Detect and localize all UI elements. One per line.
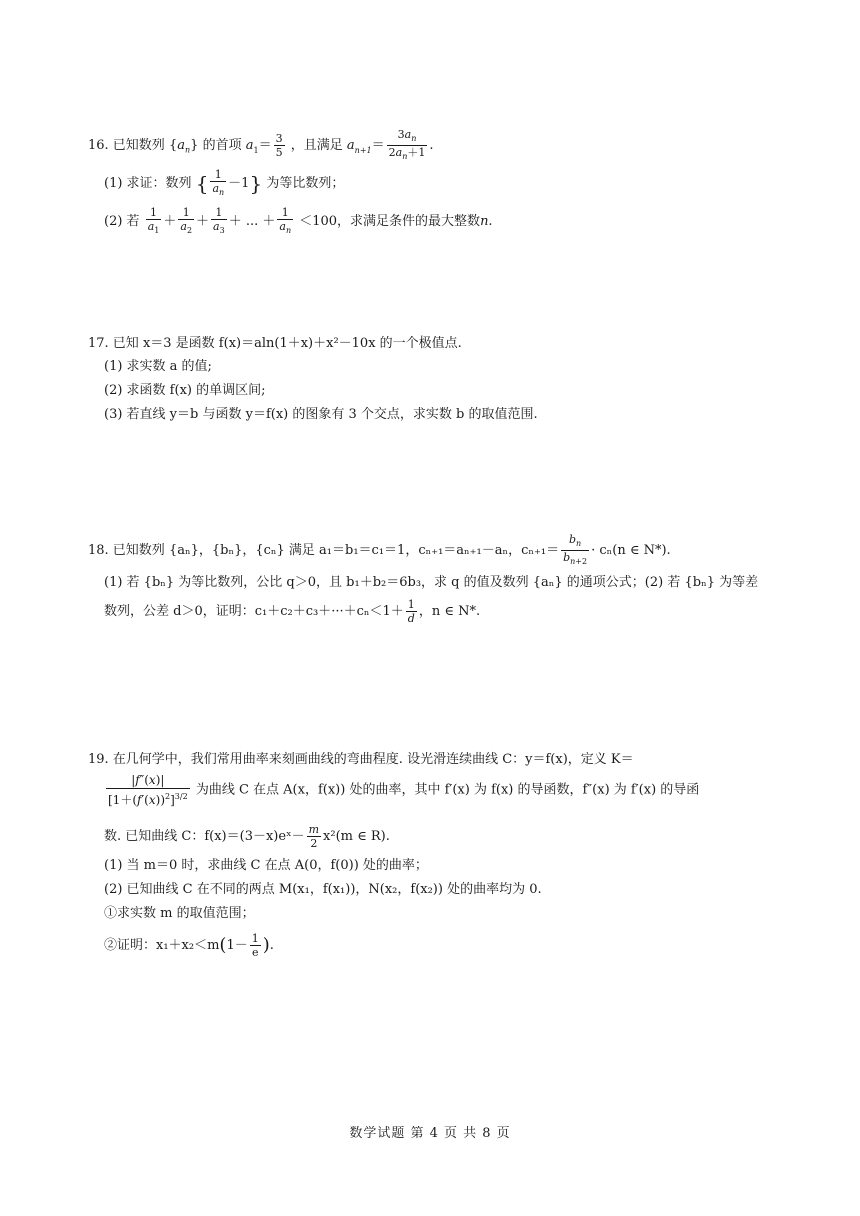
q17-part2: (2) 求函数 f(x) 的单调区间; (104, 383, 266, 398)
frac-bn-bn2: $\frac{b_n}{b_{n+2}}$ (563, 533, 588, 567)
frac-1-e: $\frac{1}{e}$ (251, 932, 259, 959)
q16-part1: (1) 求证：数列 { $\frac{1}{a_n}$ －1} 为等比数列； (104, 168, 345, 198)
frac-m-2: $\frac{m}{2}$ (308, 823, 320, 850)
frac-recurrence: $\frac{3a_n}{2a_n+1}$ (388, 128, 426, 162)
q19-part2-i: ①求实数 m 的取值范围； (104, 906, 255, 921)
q17-stem: 17. 已知 x＝3 是函数 f(x)＝aln(1＋x)＋x²－10x 的一个极值点. (88, 336, 462, 351)
q19-part2-ii: ②证明：x₁＋x₂＜m(1－ $\frac{1}{e}$ ). (104, 932, 274, 959)
frac-1-an: $\frac{1}{a_n}$ (212, 168, 225, 198)
q19-part1: (1) 当 m＝0 时，求曲线 C 在点 A(0，f(0)) 处的曲率； (104, 858, 428, 873)
seq-an: $\{a_n\}$ (168, 138, 199, 155)
frac-1-d: $\frac{1}{d}$ (407, 598, 415, 625)
q17-part3: (3) 若直线 y＝b 与函数 y＝f(x) 的图象有 3 个交点，求实数 b 的取值范围. (104, 407, 538, 422)
q16-part2: (2) 若 $\frac{1}{a_1}$ ＋ $\frac{1}{a_2}$ ＋ $\frac{1}{a_3}$ ＋ ... ＋ $\frac{1}{a_n}$ ＜100，求满足条件的最大整数n. (104, 206, 493, 236)
q19-line2: $\frac{|f''(x)|}{[1+(f'(x))^2]^{3/2}}$ 为曲线 C 在点 A(x，f(x)) 处的曲率，其中 f′(x) 为 f(x) 的导函数，f″(x) 为 f′(x) 的导函 (108, 773, 700, 807)
q16-stem: 16. 已知数列 $\{a_n\}$ 的首项 $a_1=$ $\frac{3}{5}$ ，且满足 $a_{n+1}=$ $\frac{3a_n}{2a_n+1}$ . (88, 128, 434, 162)
q19-part2: (2) 已知曲线 C 在不同的两点 M(x₁，f(x₁))，N(x₂，f(x₂)) 处的曲率均为 0. (104, 882, 542, 897)
q19-stem: 19. 在几何学中，我们常用曲率来刻画曲线的弯曲程度. 设光滑连续曲线 C：y＝f(x)，定义 K＝ (88, 752, 634, 767)
frac-curvature: $\frac{|f''(x)|}{[1+(f'(x))^2]^{3/2}}$ (108, 773, 188, 807)
q18-stem: 18. 已知数列 {aₙ}，{bₙ}，{cₙ} 满足 a₁＝b₁＝c₁＝1，cₙ₊₁＝aₙ₊₁－aₙ，cₙ₊₁＝ $\frac{b_n}{b_{n+2}}$ · cₙ(n ∈ N*). (88, 533, 671, 567)
a1-expr: a (245, 138, 254, 154)
page-footer: 数学试题 第 4 页 共 8 页 (349, 1126, 511, 1141)
q19-line3: 数. 已知曲线 C：f(x)＝(3－x)eˣ－ $\frac{m}{2}$ x²(m ∈ R). (104, 823, 390, 850)
q18-line3: 数列，公差 d＞0，证明：c₁＋c₂＋c₃＋···＋cₙ＜1＋ $\frac{1}{d}$ ，n ∈ N*. (104, 598, 481, 625)
q18-line2: (1) 若 {bₙ} 为等比数列，公比 q＞0，且 b₁＋b₂＝6b₃，求 q 的值及数列 {aₙ} 的通项公式；(2) 若 {bₙ} 为等差 (104, 575, 759, 590)
q17-part1: (1) 求实数 a 的值; (104, 359, 212, 374)
frac-3-5: $\frac{3}{5}$ (275, 132, 283, 160)
